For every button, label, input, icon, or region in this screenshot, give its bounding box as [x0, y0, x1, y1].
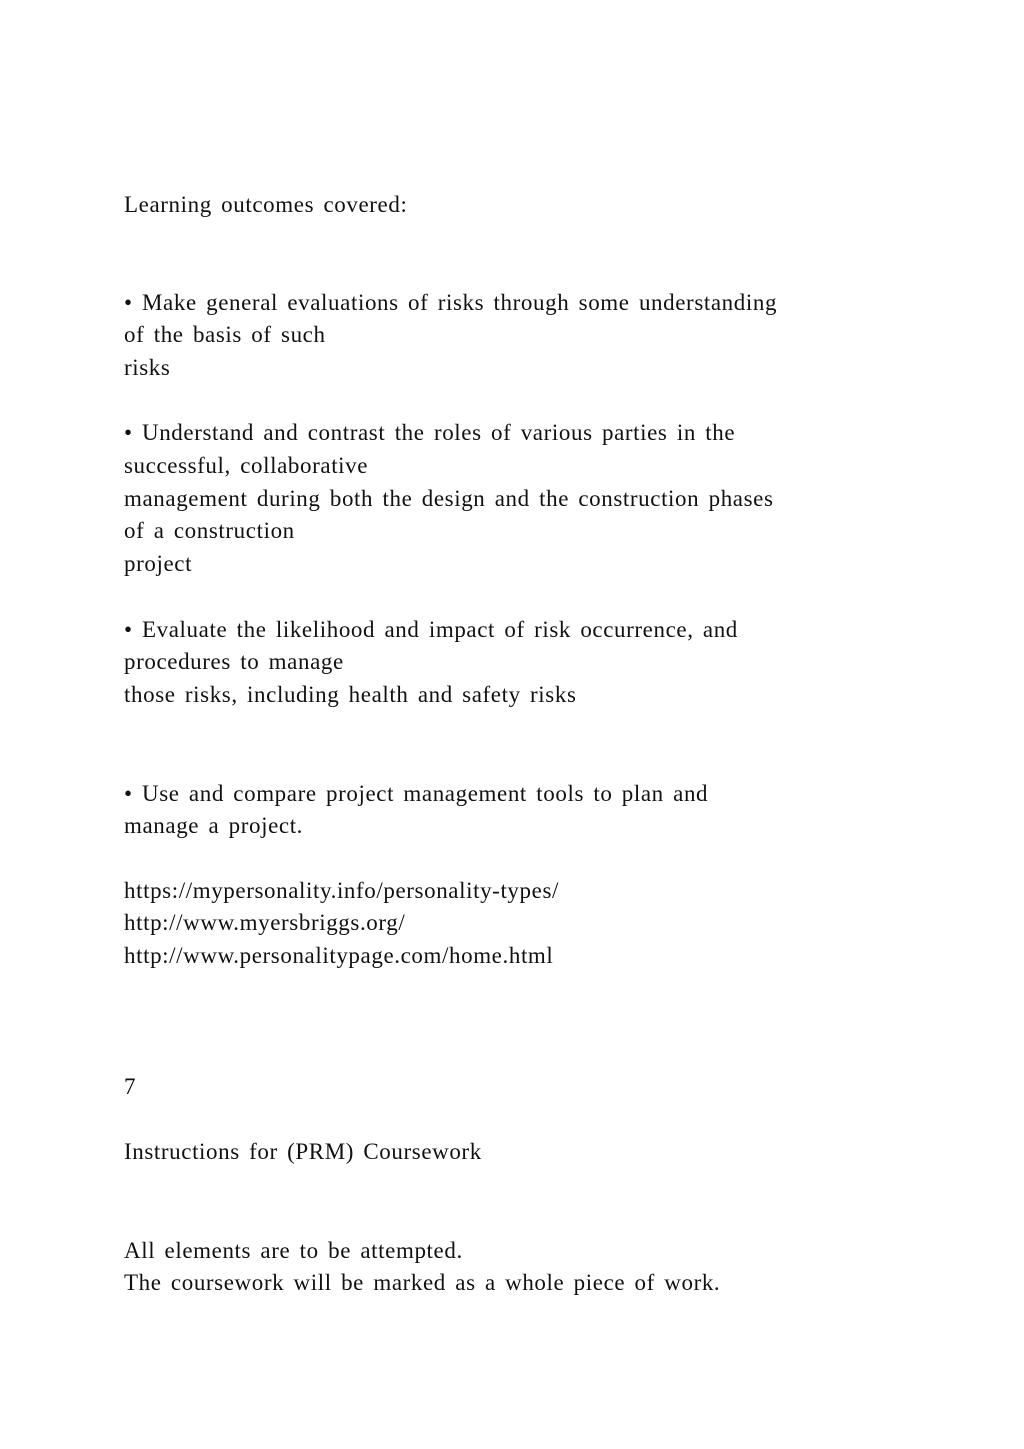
outcome-3-line-3: those risks, including health and safety risks: [124, 682, 577, 707]
page-number: 7: [124, 1074, 137, 1099]
link-mypersonality[interactable]: https://mypersonality.info/personality-types/: [124, 878, 559, 903]
outcome-1-line-1: • Make general evaluations of risks through some understanding: [124, 290, 778, 315]
outcome-4-line-1: • Use and compare project management tools to plan and: [124, 781, 709, 806]
outcome-4-line-2: manage a project.: [124, 813, 304, 838]
learning-outcomes-heading: Learning outcomes covered:: [124, 192, 408, 217]
instructions-title: Instructions for (PRM) Coursework: [124, 1139, 482, 1164]
outcome-1-line-3: risks: [124, 355, 171, 380]
outcome-3-line-1: • Evaluate the likelihood and impact of risk occurrence, and: [124, 617, 738, 642]
outcome-3-line-2: procedures to manage: [124, 649, 344, 674]
instructions-line-2: The coursework will be marked as a whole piece of work.: [124, 1270, 721, 1295]
outcome-2-line-1: • Understand and contrast the roles of various parties in the: [124, 420, 736, 445]
outcome-2-line-4: of a construction: [124, 518, 295, 543]
link-myersbriggs[interactable]: http://www.myersbriggs.org/: [124, 910, 406, 935]
outcome-1-line-2: of the basis of such: [124, 322, 326, 347]
outcome-2-line-3: management during both the design and the construction phases: [124, 486, 774, 511]
instructions-line-1: All elements are to be attempted.: [124, 1238, 463, 1263]
outcome-2-line-5: project: [124, 551, 193, 576]
link-personalitypage[interactable]: http://www.personalitypage.com/home.html: [124, 943, 554, 968]
outcome-2-line-2: successful, collaborative: [124, 453, 369, 478]
